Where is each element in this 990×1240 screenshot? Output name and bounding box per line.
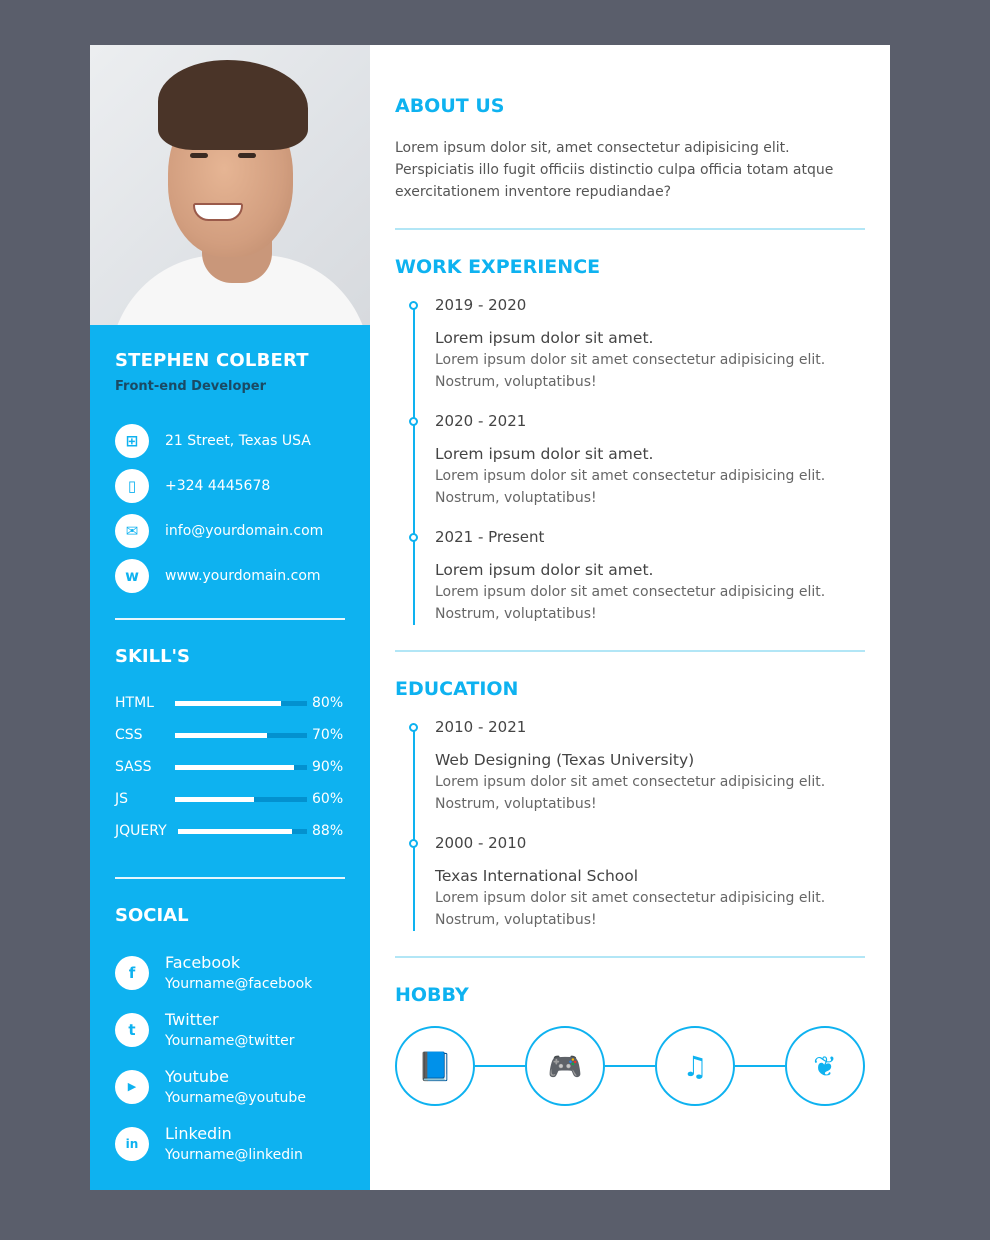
timeline-item	[435, 528, 865, 625]
education-timeline	[370, 718, 865, 931]
profile-photo	[90, 45, 370, 325]
timeline-item	[435, 412, 865, 509]
timeline-line	[413, 306, 415, 625]
skill-bar-fill	[175, 733, 267, 738]
item-desc: Lorem ipsum dolor sit amet consectetur adipisicing elit. Nostrum, voluptatibus!	[435, 774, 826, 812]
timeline-dot	[409, 839, 418, 848]
skill-item	[115, 783, 345, 815]
about-text: Lorem ipsum dolor sit, amet consectetur adipisicing elit. Perspiciatis illo fugit officiis distinctio culpa officia totam atque exercitationem inventore repudiandae?	[395, 140, 834, 200]
timeline-item	[435, 834, 865, 931]
profile-role: Front-end Developer	[115, 379, 266, 394]
skills-heading: SKILL'S	[115, 646, 191, 667]
about-section	[395, 95, 865, 203]
hobby-list	[395, 1026, 865, 1106]
item-date: 2019 - 2020	[435, 296, 527, 314]
item-date: 2020 - 2021	[435, 412, 527, 430]
profile-name: STEPHEN COLBERT	[115, 350, 309, 371]
connector-line	[735, 1065, 785, 1067]
gamepad-icon: 🎮	[525, 1026, 605, 1106]
hobby-section	[395, 984, 865, 1106]
skill-name: HTML	[115, 695, 154, 711]
timeline-dot	[409, 301, 418, 310]
skill-bar	[175, 765, 307, 770]
social-name: Twitter	[165, 1010, 219, 1029]
social-youtube[interactable]	[115, 1058, 345, 1115]
social-name: Youtube	[165, 1067, 229, 1086]
skill-bar-fill	[175, 765, 294, 770]
skill-percent: 80%	[312, 695, 344, 711]
divider	[395, 956, 865, 958]
item-title: Texas International School	[435, 867, 639, 885]
skill-bar	[178, 829, 307, 834]
connector-line	[605, 1065, 655, 1067]
sidebar	[90, 45, 370, 1190]
contact-email[interactable]	[115, 508, 345, 553]
item-title: Web Designing (Texas University)	[435, 751, 695, 769]
item-date: 2021 - Present	[435, 528, 545, 546]
contact-text[interactable]: www.yourdomain.com	[165, 567, 321, 584]
skill-item	[115, 751, 345, 783]
connector-line	[475, 1065, 525, 1067]
skill-bar-fill	[178, 829, 292, 834]
twitter-icon: t	[115, 1013, 149, 1047]
skill-name: JS	[115, 791, 129, 807]
contact-website[interactable]	[115, 553, 345, 598]
education-heading: EDUCATION	[395, 678, 519, 700]
contact-text[interactable]: info@yourdomain.com	[165, 522, 324, 539]
mobile-phone-icon: ▯	[115, 469, 149, 503]
timeline-line	[413, 728, 415, 931]
resume-page	[90, 45, 890, 1190]
timeline-dot	[409, 533, 418, 542]
work-heading: WORK EXPERIENCE	[395, 256, 601, 278]
youtube-icon: ▶	[115, 1070, 149, 1104]
item-desc: Lorem ipsum dolor sit amet consectetur adipisicing elit. Nostrum, voluptatibus!	[435, 352, 826, 390]
skill-item	[115, 815, 345, 847]
web-icon: w	[115, 559, 149, 593]
item-title: Lorem ipsum dolor sit amet.	[435, 445, 654, 463]
item-desc: Lorem ipsum dolor sit amet consectetur adipisicing elit. Nostrum, voluptatibus!	[435, 890, 826, 928]
timeline-dot	[409, 723, 418, 732]
social-linkedin[interactable]	[115, 1115, 345, 1172]
social-heading: SOCIAL	[115, 905, 189, 926]
skill-name: CSS	[115, 727, 143, 743]
work-timeline	[370, 296, 865, 625]
linkedin-icon: in	[115, 1127, 149, 1161]
skill-bar	[175, 701, 307, 706]
skill-bar-fill	[175, 797, 254, 802]
social-facebook[interactable]	[115, 944, 345, 1001]
social-list	[115, 944, 345, 1172]
envelope-icon: ✉	[115, 514, 149, 548]
facebook-icon: f	[115, 956, 149, 990]
divider	[115, 877, 345, 879]
skills-list	[115, 687, 345, 847]
social-name: Linkedin	[165, 1124, 232, 1143]
contact-address	[115, 418, 345, 463]
item-title: Lorem ipsum dolor sit amet.	[435, 329, 654, 347]
main-content	[370, 45, 890, 1190]
book-icon: 📘	[395, 1026, 475, 1106]
skill-bar	[175, 733, 307, 738]
item-date: 2000 - 2010	[435, 834, 527, 852]
skill-percent: 88%	[312, 823, 344, 839]
leaf-icon: ❦	[785, 1026, 865, 1106]
skill-name: JQUERY	[115, 823, 167, 839]
hobby-heading: HOBBY	[395, 984, 469, 1006]
signpost-icon: ⊞	[115, 424, 149, 458]
item-desc: Lorem ipsum dolor sit amet consectetur adipisicing elit. Nostrum, voluptatibus!	[435, 584, 826, 622]
social-handle[interactable]: Yourname@twitter	[165, 1033, 295, 1049]
item-date: 2010 - 2021	[435, 718, 527, 736]
skill-bar-fill	[175, 701, 281, 706]
social-twitter[interactable]	[115, 1001, 345, 1058]
skill-percent: 70%	[312, 727, 344, 743]
item-desc: Lorem ipsum dolor sit amet consectetur adipisicing elit. Nostrum, voluptatibus!	[435, 468, 826, 506]
about-heading: ABOUT US	[395, 95, 505, 117]
divider	[115, 618, 345, 620]
contact-phone	[115, 463, 345, 508]
social-handle[interactable]: Yourname@facebook	[165, 976, 313, 992]
social-handle[interactable]: Yourname@youtube	[165, 1090, 306, 1106]
skill-name: SASS	[115, 759, 152, 775]
contact-text: +324 4445678	[165, 477, 271, 494]
timeline-dot	[409, 417, 418, 426]
skill-percent: 90%	[312, 759, 344, 775]
education-section	[395, 678, 865, 931]
skill-item	[115, 719, 345, 751]
item-title: Lorem ipsum dolor sit amet.	[435, 561, 654, 579]
divider	[395, 650, 865, 652]
social-name: Facebook	[165, 953, 241, 972]
skill-percent: 60%	[312, 791, 344, 807]
contact-text: 21 Street, Texas USA	[165, 432, 311, 449]
skill-item	[115, 687, 345, 719]
divider	[395, 228, 865, 230]
music-note-icon: ♫	[655, 1026, 735, 1106]
skill-bar	[175, 797, 307, 802]
social-handle[interactable]: Yourname@linkedin	[165, 1147, 303, 1163]
work-section	[395, 256, 865, 625]
contact-list	[115, 418, 345, 598]
timeline-item	[435, 718, 865, 815]
timeline-item	[435, 296, 865, 393]
